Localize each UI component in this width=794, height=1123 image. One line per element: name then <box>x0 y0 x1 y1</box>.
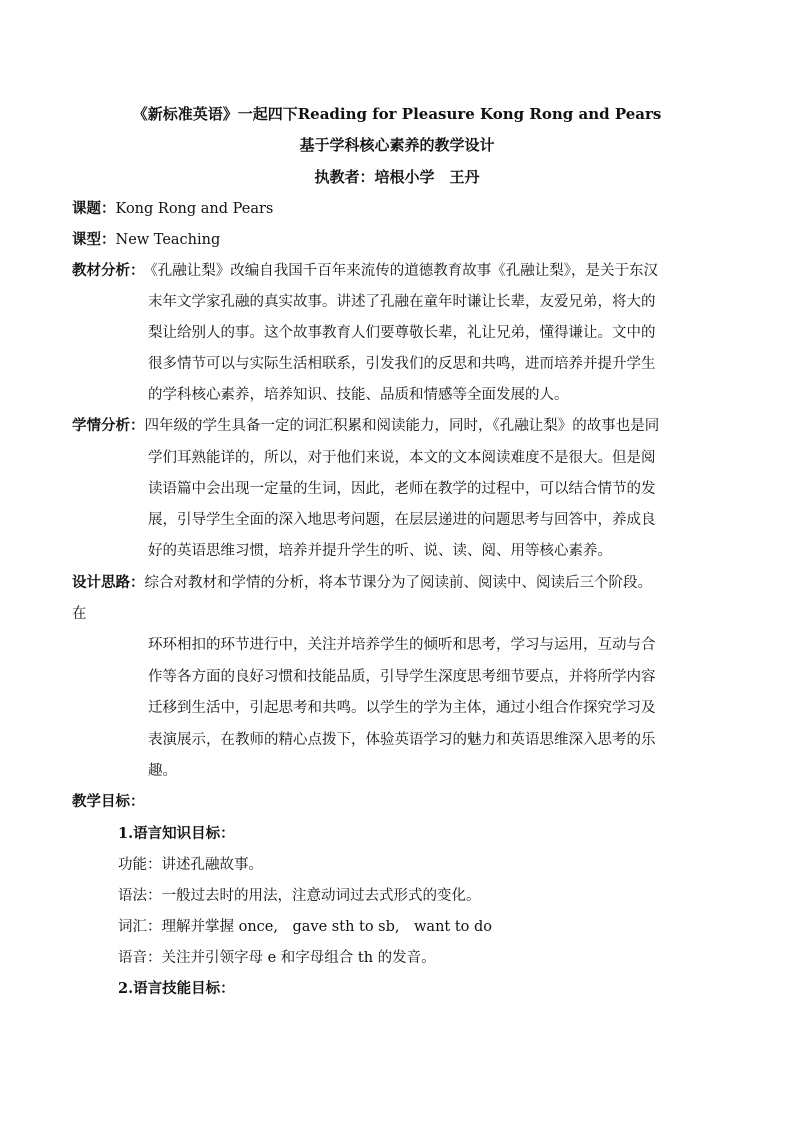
type-value: New Teaching <box>115 232 221 248</box>
design-idea-line: 趣。 <box>148 763 177 779</box>
student-analysis-line: 学们耳熟能详的，所以，对于他们来说，本文的文本阅读难度不是很大。但是阅 <box>148 450 656 466</box>
material-analysis-line: 末年文学家孔融的真实故事。讲述了孔融在童年时谦让长辈，友爱兄弟，将大的 <box>148 294 656 310</box>
material-analysis-label: 教材分析： <box>72 262 145 279</box>
design-idea-orphan: 在 <box>72 606 87 622</box>
vocabulary-line: 词汇：理解并掌握 once, gave sth to sb, want to do <box>118 919 493 935</box>
student-analysis-line: 展，引导学生全面的深入地思考问题，在层层递进的问题思考与回答中，养成良 <box>148 512 656 528</box>
type-row <box>72 228 220 249</box>
design-idea-line: 综合对教材和学情的分析，将本节课分为了阅读前、阅读中、阅读后三个阶段。 <box>144 575 652 591</box>
objectives-label: 教学目标： <box>72 793 145 810</box>
language-knowledge-heading: 1.语言知识目标： <box>118 825 235 842</box>
material-analysis-line: 很多情节可以与实际生活相联系，引发我们的反思和共鸣，进而培养并提升学生 <box>148 356 656 372</box>
design-idea-line: 表演展示，在教师的精心点拨下，体验英语学习的魅力和英语思维深入思考的乐 <box>148 732 656 748</box>
student-analysis-first-line <box>72 414 659 435</box>
teacher-line: 执教者：培根小学 王丹 <box>314 168 480 186</box>
grammar-line: 语法：一般过去时的用法，注意动词过去式形式的变化。 <box>118 888 481 904</box>
student-analysis-line: 读语篇中会出现一定量的生词，因此，老师在教学的过程中，可以结合情节的发 <box>148 481 656 497</box>
design-idea-line: 作等各方面的良好习惯和技能品质，引导学生深度思考细节要点，并将所学内容 <box>148 669 656 685</box>
type-label: 课型： <box>72 231 116 248</box>
material-analysis-line: 《孔融让梨》改编自我国千百年来流传的道德教育故事《孔融让梨》，是关于东汉 <box>150 263 658 279</box>
document-title: 《新标准英语》一起四下Reading for Pleasure Kong Rong and Pears <box>132 105 662 123</box>
student-analysis-line: 好的英语思维习惯，培养并提升学生的听、说、读、阅、用等核心素养。 <box>148 543 612 559</box>
material-analysis-first-line <box>72 259 658 280</box>
function-line: 功能：讲述孔融故事。 <box>118 857 263 873</box>
design-idea-label: 设计思路： <box>72 574 145 591</box>
material-analysis-line: 梨让给别人的事。这个故事教育人们要尊敬长辈，礼让兄弟，懂得谦让。文中的 <box>148 325 656 341</box>
material-analysis-line: 的学科核心素养，培养知识、技能、品质和情感等全面发展的人。 <box>148 387 569 403</box>
student-analysis-line: 四年级的学生具备一定的词汇积累和阅读能力，同时，《孔融让梨》的故事也是同 <box>144 418 660 434</box>
design-idea-line: 环环相扣的环节进行中，关注并培养学生的倾听和思考，学习与运用，互动与合 <box>148 637 656 653</box>
topic-row <box>72 197 273 218</box>
student-analysis-label: 学情分析： <box>72 417 145 434</box>
design-idea-first-line <box>72 571 652 592</box>
language-skills-heading: 2.语言技能目标： <box>118 980 235 997</box>
topic-label: 课题： <box>72 200 116 217</box>
document-subtitle: 基于学科核心素养的教学设计 <box>299 136 495 154</box>
design-idea-line: 迁移到生活中，引起思考和共鸣。以学生的学为主体，通过小组合作探究学习及 <box>148 700 656 716</box>
topic-value: Kong Rong and Pears <box>115 201 274 217</box>
phonics-line: 语音：关注并引领字母 e 和字母组合 th 的发音。 <box>118 950 436 966</box>
